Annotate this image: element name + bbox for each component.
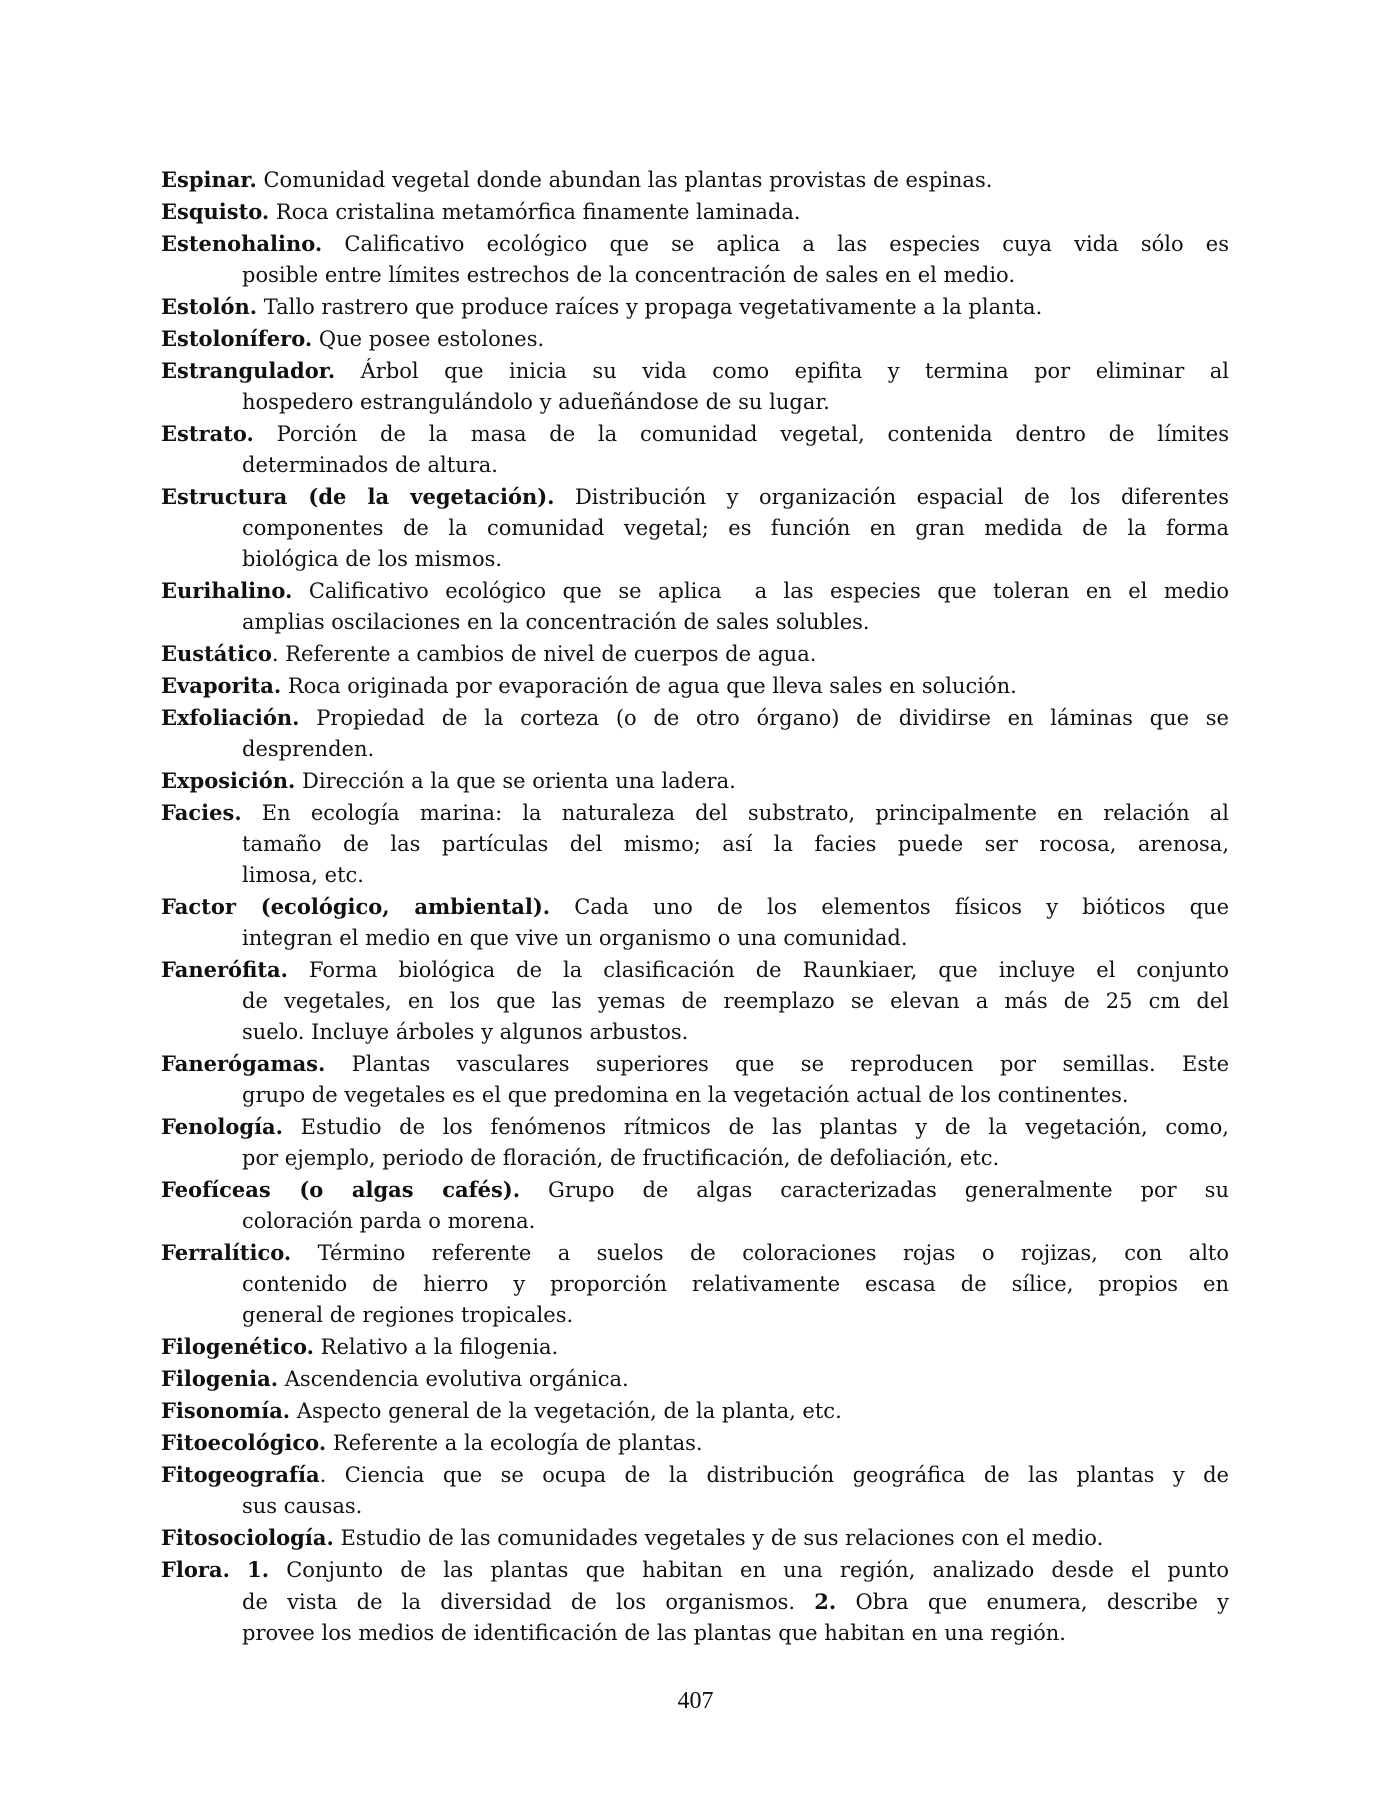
entry-first-line bbox=[161, 891, 1229, 923]
entry-first-line bbox=[161, 765, 1229, 797]
entry-definition: desprenden. bbox=[242, 737, 375, 761]
entry-definition: coloración parda o morena. bbox=[242, 1209, 536, 1233]
glossary-entry bbox=[161, 196, 1229, 228]
entry-definition: Cada uno de los elementos físicos y bióticos que bbox=[550, 895, 1229, 919]
entry-first-line bbox=[161, 670, 1229, 702]
entry-continuation-line bbox=[161, 260, 1229, 291]
glossary-entry bbox=[161, 1331, 1229, 1363]
entry-term: Estolón. bbox=[161, 294, 258, 319]
glossary-entry bbox=[161, 355, 1229, 418]
entry-continuation-line bbox=[161, 986, 1229, 1017]
entry-continuation-line bbox=[161, 1206, 1229, 1237]
entry-term: Eustático bbox=[161, 641, 272, 666]
entry-definition: . Referente a cambios de nivel de cuerpos de agua. bbox=[271, 642, 817, 666]
entry-continuation-line bbox=[161, 607, 1229, 638]
entry-first-line bbox=[161, 1174, 1229, 1206]
entry-definition: Calificativo ecológico que se aplica a las especies cuya vida sólo es bbox=[322, 232, 1229, 256]
entry-definition: Forma biológica de la clasificación de Raunkiaer, que incluye el conjunto bbox=[287, 958, 1229, 982]
sense-number: 1. bbox=[247, 1557, 270, 1582]
entry-continuation-line bbox=[161, 829, 1229, 860]
entry-first-line bbox=[161, 1522, 1229, 1554]
entry-term: Filogenético. bbox=[161, 1334, 314, 1359]
entry-first-line bbox=[161, 418, 1229, 450]
entry-continuation-line bbox=[161, 1080, 1229, 1111]
entry-continuation-line bbox=[161, 1269, 1229, 1300]
entry-continuation-line bbox=[161, 1300, 1229, 1331]
entry-term: Estrato. bbox=[161, 421, 254, 446]
entry-continuation-line bbox=[161, 1143, 1229, 1174]
entry-continuation-line bbox=[161, 513, 1229, 544]
glossary-entry bbox=[161, 797, 1229, 891]
entry-continuation-line bbox=[161, 860, 1229, 891]
entry-definition: Conjunto de las plantas que habitan en una región, analizado desde el punto bbox=[269, 1558, 1229, 1582]
entry-definition: sus causas. bbox=[242, 1494, 363, 1518]
entry-first-line bbox=[161, 638, 1229, 670]
entry-term: Filogenia. bbox=[161, 1366, 279, 1391]
entry-definition: hospedero estrangulándolo y adueñándose de su lugar. bbox=[242, 390, 830, 414]
entry-definition: Estudio de las comunidades vegetales y de sus relaciones con el medio. bbox=[333, 1526, 1104, 1550]
entry-term: Eurihalino. bbox=[161, 578, 293, 603]
entry-definition: Obra que enumera, describe y bbox=[836, 1590, 1229, 1614]
glossary-entry bbox=[161, 323, 1229, 355]
entry-definition: determinados de altura. bbox=[242, 453, 498, 477]
entry-definition bbox=[230, 1558, 247, 1582]
entry-definition: . Ciencia que se ocupa de la distribución geográfica de las plantas y de bbox=[319, 1463, 1229, 1487]
glossary-entry bbox=[161, 481, 1229, 575]
entry-first-line bbox=[161, 1331, 1229, 1363]
glossary-entry bbox=[161, 1459, 1229, 1522]
entry-definition: componentes de la comunidad vegetal; es función en gran medida de la forma bbox=[242, 516, 1229, 540]
entry-continuation-line bbox=[161, 1017, 1229, 1048]
glossary-entry bbox=[161, 1522, 1229, 1554]
entry-definition: tamaño de las partículas del mismo; así la facies puede ser rocosa, arenosa, bbox=[242, 832, 1229, 856]
entry-definition: Ascendencia evolutiva orgánica. bbox=[278, 1367, 629, 1391]
entry-first-line bbox=[161, 355, 1229, 387]
entry-definition: Estudio de los fenómenos rítmicos de las plantas y de la vegetación, como, bbox=[282, 1115, 1229, 1139]
entry-term: Exposición. bbox=[161, 768, 296, 793]
entry-term: Flora. bbox=[161, 1557, 230, 1582]
entry-definition: Dirección a la que se orienta una ladera. bbox=[295, 769, 736, 793]
entry-term: Fanerófita. bbox=[161, 957, 288, 982]
entry-definition: Roca originada por evaporación de agua que lleva sales en solución. bbox=[281, 674, 1017, 698]
entry-definition: Que posee estolones. bbox=[312, 327, 545, 351]
entry-first-line bbox=[161, 702, 1229, 734]
entry-definition: posible entre límites estrechos de la concentración de sales en el medio. bbox=[242, 263, 1016, 287]
entry-definition: amplias oscilaciones en la concentración de sales solubles. bbox=[242, 610, 870, 634]
entry-definition: de vegetales, en los que las yemas de reemplazo se elevan a más de 25 cm del bbox=[242, 989, 1229, 1013]
entry-definition: general de regiones tropicales. bbox=[242, 1303, 574, 1327]
glossary-entry bbox=[161, 418, 1229, 481]
glossary-entry bbox=[161, 1111, 1229, 1174]
entry-first-line bbox=[161, 164, 1229, 196]
entry-definition: Término referente a suelos de coloraciones rojas o rojizas, con alto bbox=[291, 1241, 1229, 1265]
entry-continuation-line bbox=[161, 1586, 1229, 1618]
entry-first-line bbox=[161, 1395, 1229, 1427]
entry-continuation-line bbox=[161, 734, 1229, 765]
glossary-entry bbox=[161, 891, 1229, 954]
entry-definition: por ejemplo, periodo de floración, de fructificación, de defoliación, etc. bbox=[242, 1146, 1000, 1170]
entry-term: Fitosociología. bbox=[161, 1525, 334, 1550]
glossary-entry bbox=[161, 1237, 1229, 1331]
entry-term: Esquisto. bbox=[161, 199, 270, 224]
entry-definition: Aspecto general de la vegetación, de la planta, etc. bbox=[290, 1399, 842, 1423]
entry-term: Fenología. bbox=[161, 1114, 283, 1139]
entry-first-line bbox=[161, 481, 1229, 513]
entry-definition: Árbol que inicia su vida como epifita y termina por eliminar al bbox=[335, 359, 1229, 383]
glossary bbox=[161, 164, 1229, 1649]
entry-term: Estenohalino. bbox=[161, 231, 323, 256]
entry-continuation-line bbox=[161, 387, 1229, 418]
entry-first-line bbox=[161, 1048, 1229, 1080]
entry-term: Fitoecológico. bbox=[161, 1430, 327, 1455]
entry-first-line bbox=[161, 1237, 1229, 1269]
glossary-entry bbox=[161, 164, 1229, 196]
glossary-entry bbox=[161, 1048, 1229, 1111]
glossary-entry bbox=[161, 575, 1229, 638]
entry-definition: Roca cristalina metamórfica finamente laminada. bbox=[269, 200, 801, 224]
entry-term: Estrangulador. bbox=[161, 358, 336, 383]
entry-first-line bbox=[161, 291, 1229, 323]
entry-first-line bbox=[161, 1111, 1229, 1143]
entry-continuation-line bbox=[161, 923, 1229, 954]
glossary-entry bbox=[161, 765, 1229, 797]
page-number: 407 bbox=[677, 1688, 714, 1714]
entry-definition: Propiedad de la corteza (o de otro órgano) de dividirse en láminas que se bbox=[299, 706, 1229, 730]
entry-definition: Referente a la ecología de plantas. bbox=[326, 1431, 703, 1455]
glossary-entry bbox=[161, 1395, 1229, 1427]
entry-term: Estolonífero. bbox=[161, 326, 313, 351]
entry-first-line bbox=[161, 1363, 1229, 1395]
entry-first-line bbox=[161, 1459, 1229, 1491]
entry-term: Factor (ecológico, ambiental). bbox=[161, 894, 551, 919]
entry-term: Evaporita. bbox=[161, 673, 282, 698]
entry-term: Ferralítico. bbox=[161, 1240, 292, 1265]
glossary-entry bbox=[161, 291, 1229, 323]
entry-definition: provee los medios de identificación de las plantas que habitan en una región. bbox=[242, 1621, 1066, 1645]
glossary-entry bbox=[161, 1427, 1229, 1459]
glossary-entry bbox=[161, 228, 1229, 291]
glossary-entry bbox=[161, 702, 1229, 765]
entry-first-line bbox=[161, 1427, 1229, 1459]
sense-number: 2. bbox=[814, 1589, 837, 1614]
entry-definition: En ecología marina: la naturaleza del substrato, principalmente en relación al bbox=[241, 801, 1229, 825]
glossary-entry bbox=[161, 1363, 1229, 1395]
entry-first-line bbox=[161, 323, 1229, 355]
entry-first-line bbox=[161, 575, 1229, 607]
entry-definition: Relativo a la filogenia. bbox=[313, 1335, 559, 1359]
entry-term: Facies. bbox=[161, 800, 242, 825]
entry-definition: Tallo rastrero que produce raíces y propaga vegetativamente a la planta. bbox=[257, 295, 1043, 319]
entry-continuation-line bbox=[161, 1491, 1229, 1522]
glossary-entry bbox=[161, 1174, 1229, 1237]
entry-definition: Calificativo ecológico que se aplica a las especies que toleran en el medio bbox=[292, 579, 1229, 603]
entry-definition: grupo de vegetales es el que predomina en la vegetación actual de los continentes. bbox=[242, 1083, 1129, 1107]
entry-definition: Comunidad vegetal donde abundan las plantas provistas de espinas. bbox=[256, 168, 993, 192]
glossary-entry bbox=[161, 954, 1229, 1048]
entry-term: Estructura (de la vegetación). bbox=[161, 484, 555, 509]
entry-definition: de vista de la diversidad de los organismos. bbox=[242, 1590, 815, 1614]
entry-definition: biológica de los mismos. bbox=[242, 547, 503, 571]
entry-definition: Distribución y organización espacial de los diferentes bbox=[554, 485, 1229, 509]
entry-definition: contenido de hierro y proporción relativamente escasa de sílice, propios en bbox=[242, 1272, 1229, 1296]
entry-term: Feofíceas (o algas cafés). bbox=[161, 1177, 521, 1202]
entry-definition: integran el medio en que vive un organismo o una comunidad. bbox=[242, 926, 908, 950]
entry-continuation-line bbox=[161, 450, 1229, 481]
entry-first-line bbox=[161, 1554, 1229, 1586]
entry-definition: Plantas vasculares superiores que se reproducen por semillas. Este bbox=[325, 1052, 1229, 1076]
entry-definition: suelo. Incluye árboles y algunos arbustos. bbox=[242, 1020, 689, 1044]
entry-term: Fisonomía. bbox=[161, 1398, 291, 1423]
glossary-entry bbox=[161, 670, 1229, 702]
entry-definition: Porción de la masa de la comunidad vegetal, contenida dentro de límites bbox=[253, 422, 1229, 446]
entry-first-line bbox=[161, 954, 1229, 986]
glossary-entry bbox=[161, 638, 1229, 670]
entry-first-line bbox=[161, 228, 1229, 260]
entry-definition: Grupo de algas caracterizadas generalmente por su bbox=[520, 1178, 1229, 1202]
entry-definition: limosa, etc. bbox=[242, 863, 364, 887]
glossary-entry bbox=[161, 1554, 1229, 1649]
entry-first-line bbox=[161, 797, 1229, 829]
entry-term: Exfoliación. bbox=[161, 705, 300, 730]
entry-continuation-line bbox=[161, 544, 1229, 575]
entry-first-line bbox=[161, 196, 1229, 228]
entry-term: Fanerógamas. bbox=[161, 1051, 326, 1076]
entry-term: Fitogeografía bbox=[161, 1462, 320, 1487]
entry-continuation-line bbox=[161, 1618, 1229, 1649]
entry-term: Espinar. bbox=[161, 167, 257, 192]
